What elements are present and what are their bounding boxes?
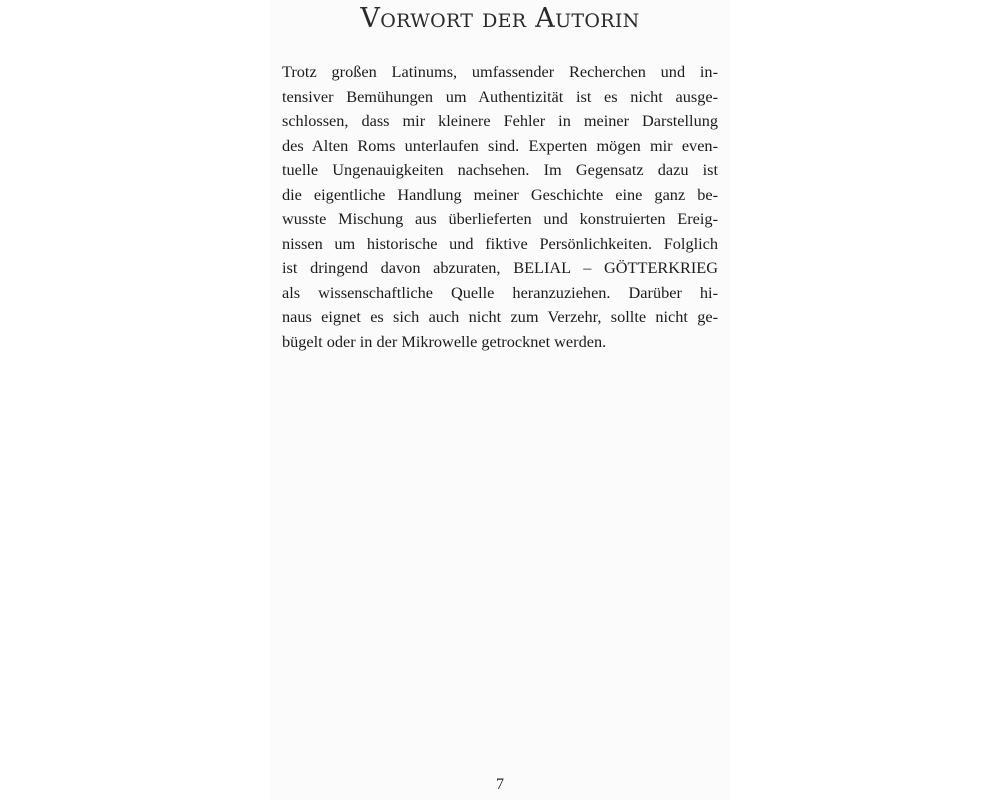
- paragraph-line: schlossen, dass mir kleinere Fehler in meiner Darstellung: [282, 111, 718, 130]
- paragraph-line: tensiver Bemühungen um Authentizität ist es nicht ausge-: [282, 86, 718, 106]
- paragraph-line: nissen um historische und fiktive Persönlichkeiten. Folglich: [282, 233, 718, 253]
- foreword-paragraph: [282, 60, 718, 354]
- paragraph-line: naus eignet es sich auch nicht zum Verzehr, sollte nicht ge-: [282, 307, 718, 326]
- paragraph-line: die eigentliche Handlung meiner Geschichte eine ganz be-: [282, 184, 718, 204]
- paragraph-line: bügelt oder in der Mikrowelle getrocknet werden.: [282, 331, 607, 351]
- paragraph-line: des Alten Roms unterlaufen sind. Experten mögen mir even-: [282, 135, 718, 155]
- book-page: [270, 0, 730, 800]
- paragraph-line: ist dringend davon abzuraten, BELIAL – GÖTTERKRIEG: [282, 258, 718, 277]
- page-number: 7: [496, 776, 504, 793]
- paragraph-line: Trotz großen Latinums, umfassender Recherchen und in-: [282, 62, 718, 81]
- paragraph-line: wusste Mischung aus überlieferten und konstruierten Ereig-: [282, 209, 718, 228]
- paragraph-line: als wissenschaftliche Quelle heranzuziehen. Darüber hi-: [282, 282, 718, 302]
- chapter-title: Vorwort der Autorin: [360, 3, 640, 34]
- paragraph-line: tuelle Ungenauigkeiten nachsehen. Im Gegensatz dazu ist: [282, 160, 718, 179]
